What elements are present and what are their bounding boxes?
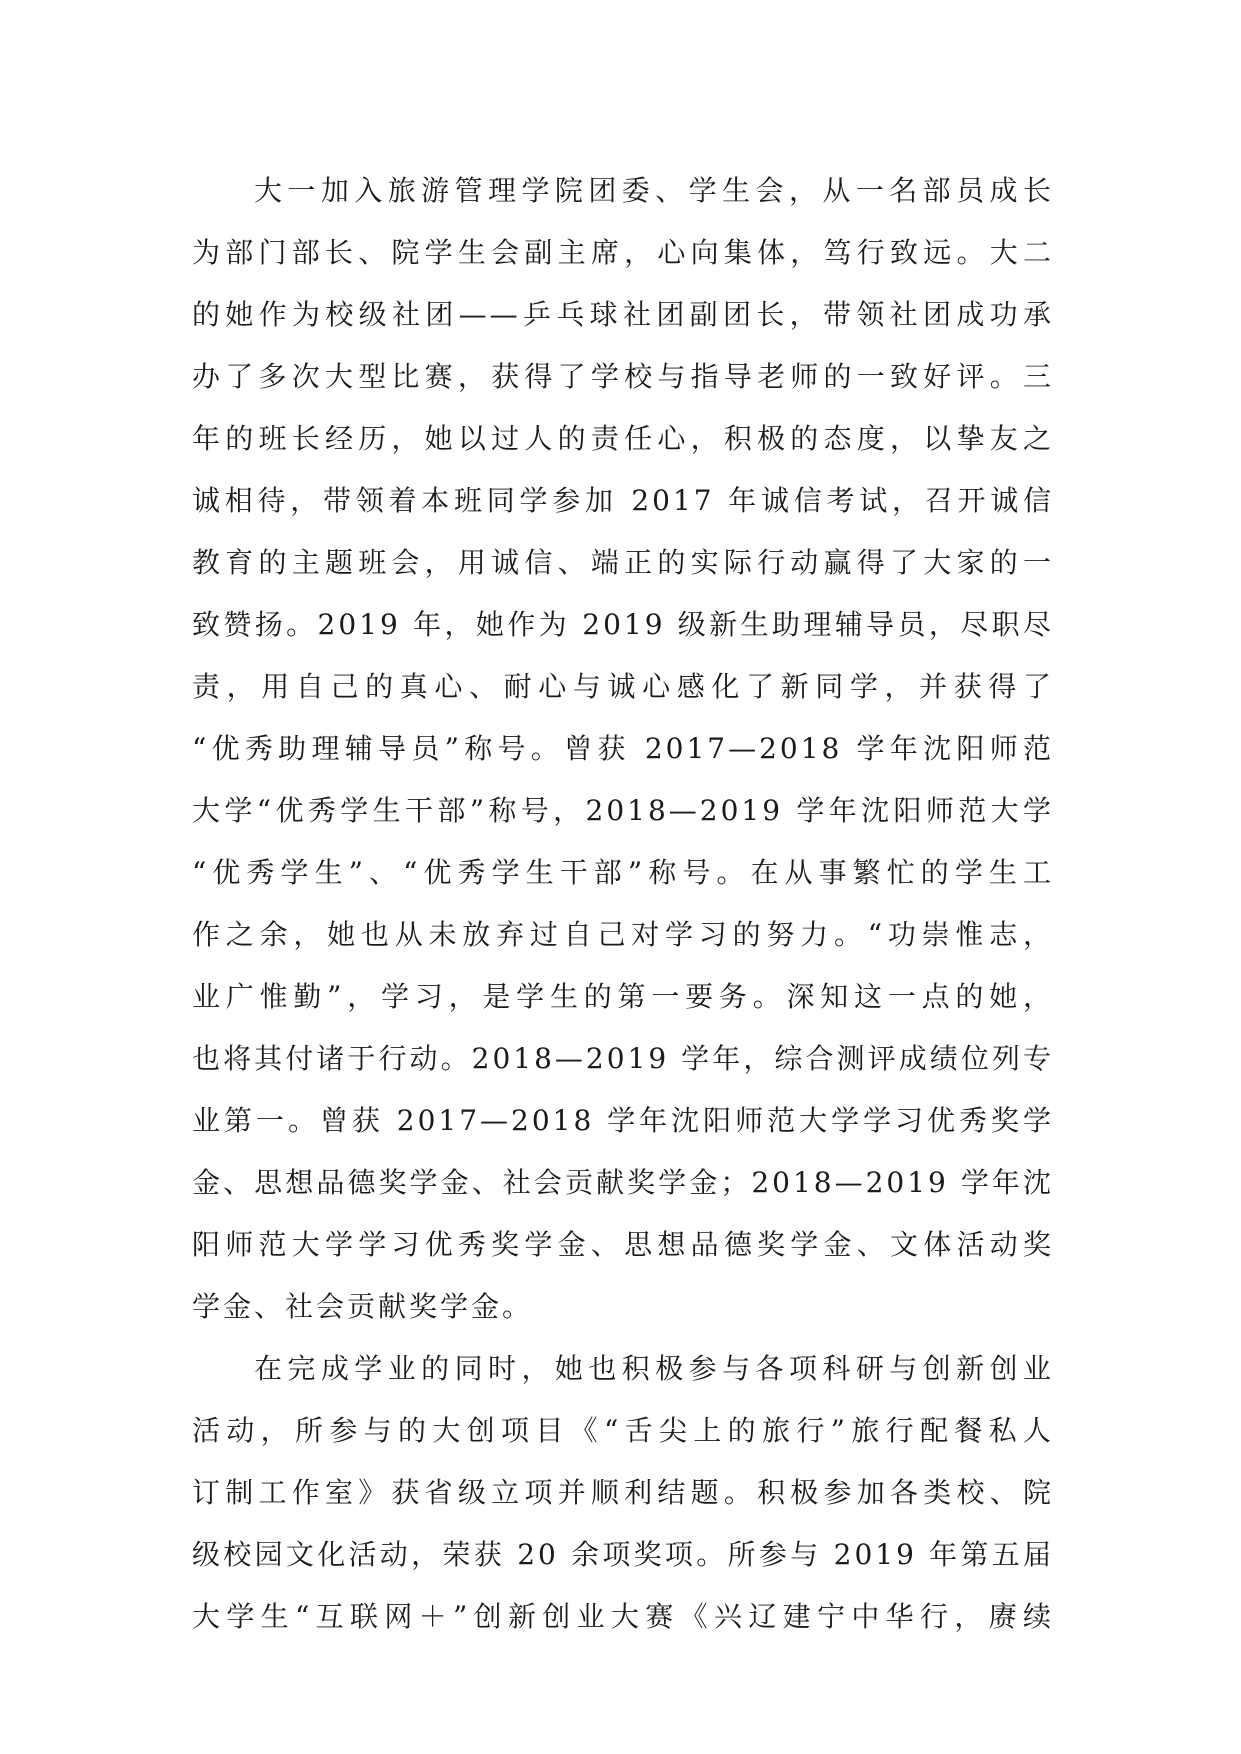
text-line: 致赞扬。2019 年，她作为 2019 级新生助理辅导员，尽职尽 (192, 608, 1054, 641)
text-line: 责，用自己的真心、耐心与诚心感化了新同学，并获得了 (192, 670, 1054, 703)
text-line: 级校园文化活动，荣获 20 余项奖项。所参与 2019 年第五届 (192, 1538, 1054, 1571)
text-line: 阳师范大学学习优秀奖学金、思想品德奖学金、文体活动奖 (192, 1228, 1054, 1261)
text-line: 教育的主题班会，用诚信、端正的实际行动赢得了大家的一 (192, 546, 1054, 579)
text-line: 活动，所参与的大创项目《“舌尖上的旅行”旅行配餐私人 (192, 1414, 1054, 1447)
text-line: 诚相待，带领着本班同学参加 2017 年诚信考试，召开诚信 (192, 484, 1054, 517)
text-line: 办了多次大型比赛，获得了学校与指导老师的一致好评。三 (192, 360, 1054, 393)
text-line: 金、思想品德奖学金、社会贡献奖学金；2018—2019 学年沈 (192, 1166, 1054, 1199)
paragraph-2 (192, 1338, 1054, 1648)
text-line: 大学“优秀学生干部”称号，2018—2019 学年沈阳师范大学 (192, 794, 1054, 827)
text-line: 也将其付诸于行动。2018—2019 学年，综合测评成绩位列专 (192, 1042, 1054, 1075)
document-body (192, 160, 1054, 1648)
text-line: 大学生“互联网＋”创新创业大赛《兴辽建宁中华行，赓续 (192, 1600, 1054, 1633)
text-line: 年的班长经历，她以过人的责任心，积极的态度，以挚友之 (192, 422, 1054, 455)
text-line: “优秀助理辅导员”称号。曾获 2017—2018 学年沈阳师范 (192, 732, 1054, 765)
text-line: 业广惟勤”，学习，是学生的第一要务。深知这一点的她， (192, 980, 1054, 1013)
text-line: 大一加入旅游管理学院团委、学生会，从一名部员成长 (254, 174, 1054, 207)
text-line: “优秀学生”、“优秀学生干部”称号。在从事繁忙的学生工 (192, 856, 1054, 889)
text-line: 作之余，她也从未放弃过自己对学习的努力。“功崇惟志， (192, 918, 1054, 951)
text-line: 为部门部长、院学生会副主席，心向集体，笃行致远。大二 (192, 236, 1054, 269)
paragraph-1 (192, 160, 1054, 1338)
text-line: 业第一。曾获 2017—2018 学年沈阳师范大学学习优秀奖学 (192, 1104, 1054, 1137)
text-line: 订制工作室》获省级立项并顺利结题。积极参加各类校、院 (192, 1476, 1054, 1509)
text-line: 学金、社会贡献奖学金。 (192, 1290, 534, 1323)
text-line: 的她作为校级社团——乒乓球社团副团长，带领社团成功承 (192, 298, 1054, 331)
text-line: 在完成学业的同时，她也积极参与各项科研与创新创业 (254, 1352, 1054, 1385)
